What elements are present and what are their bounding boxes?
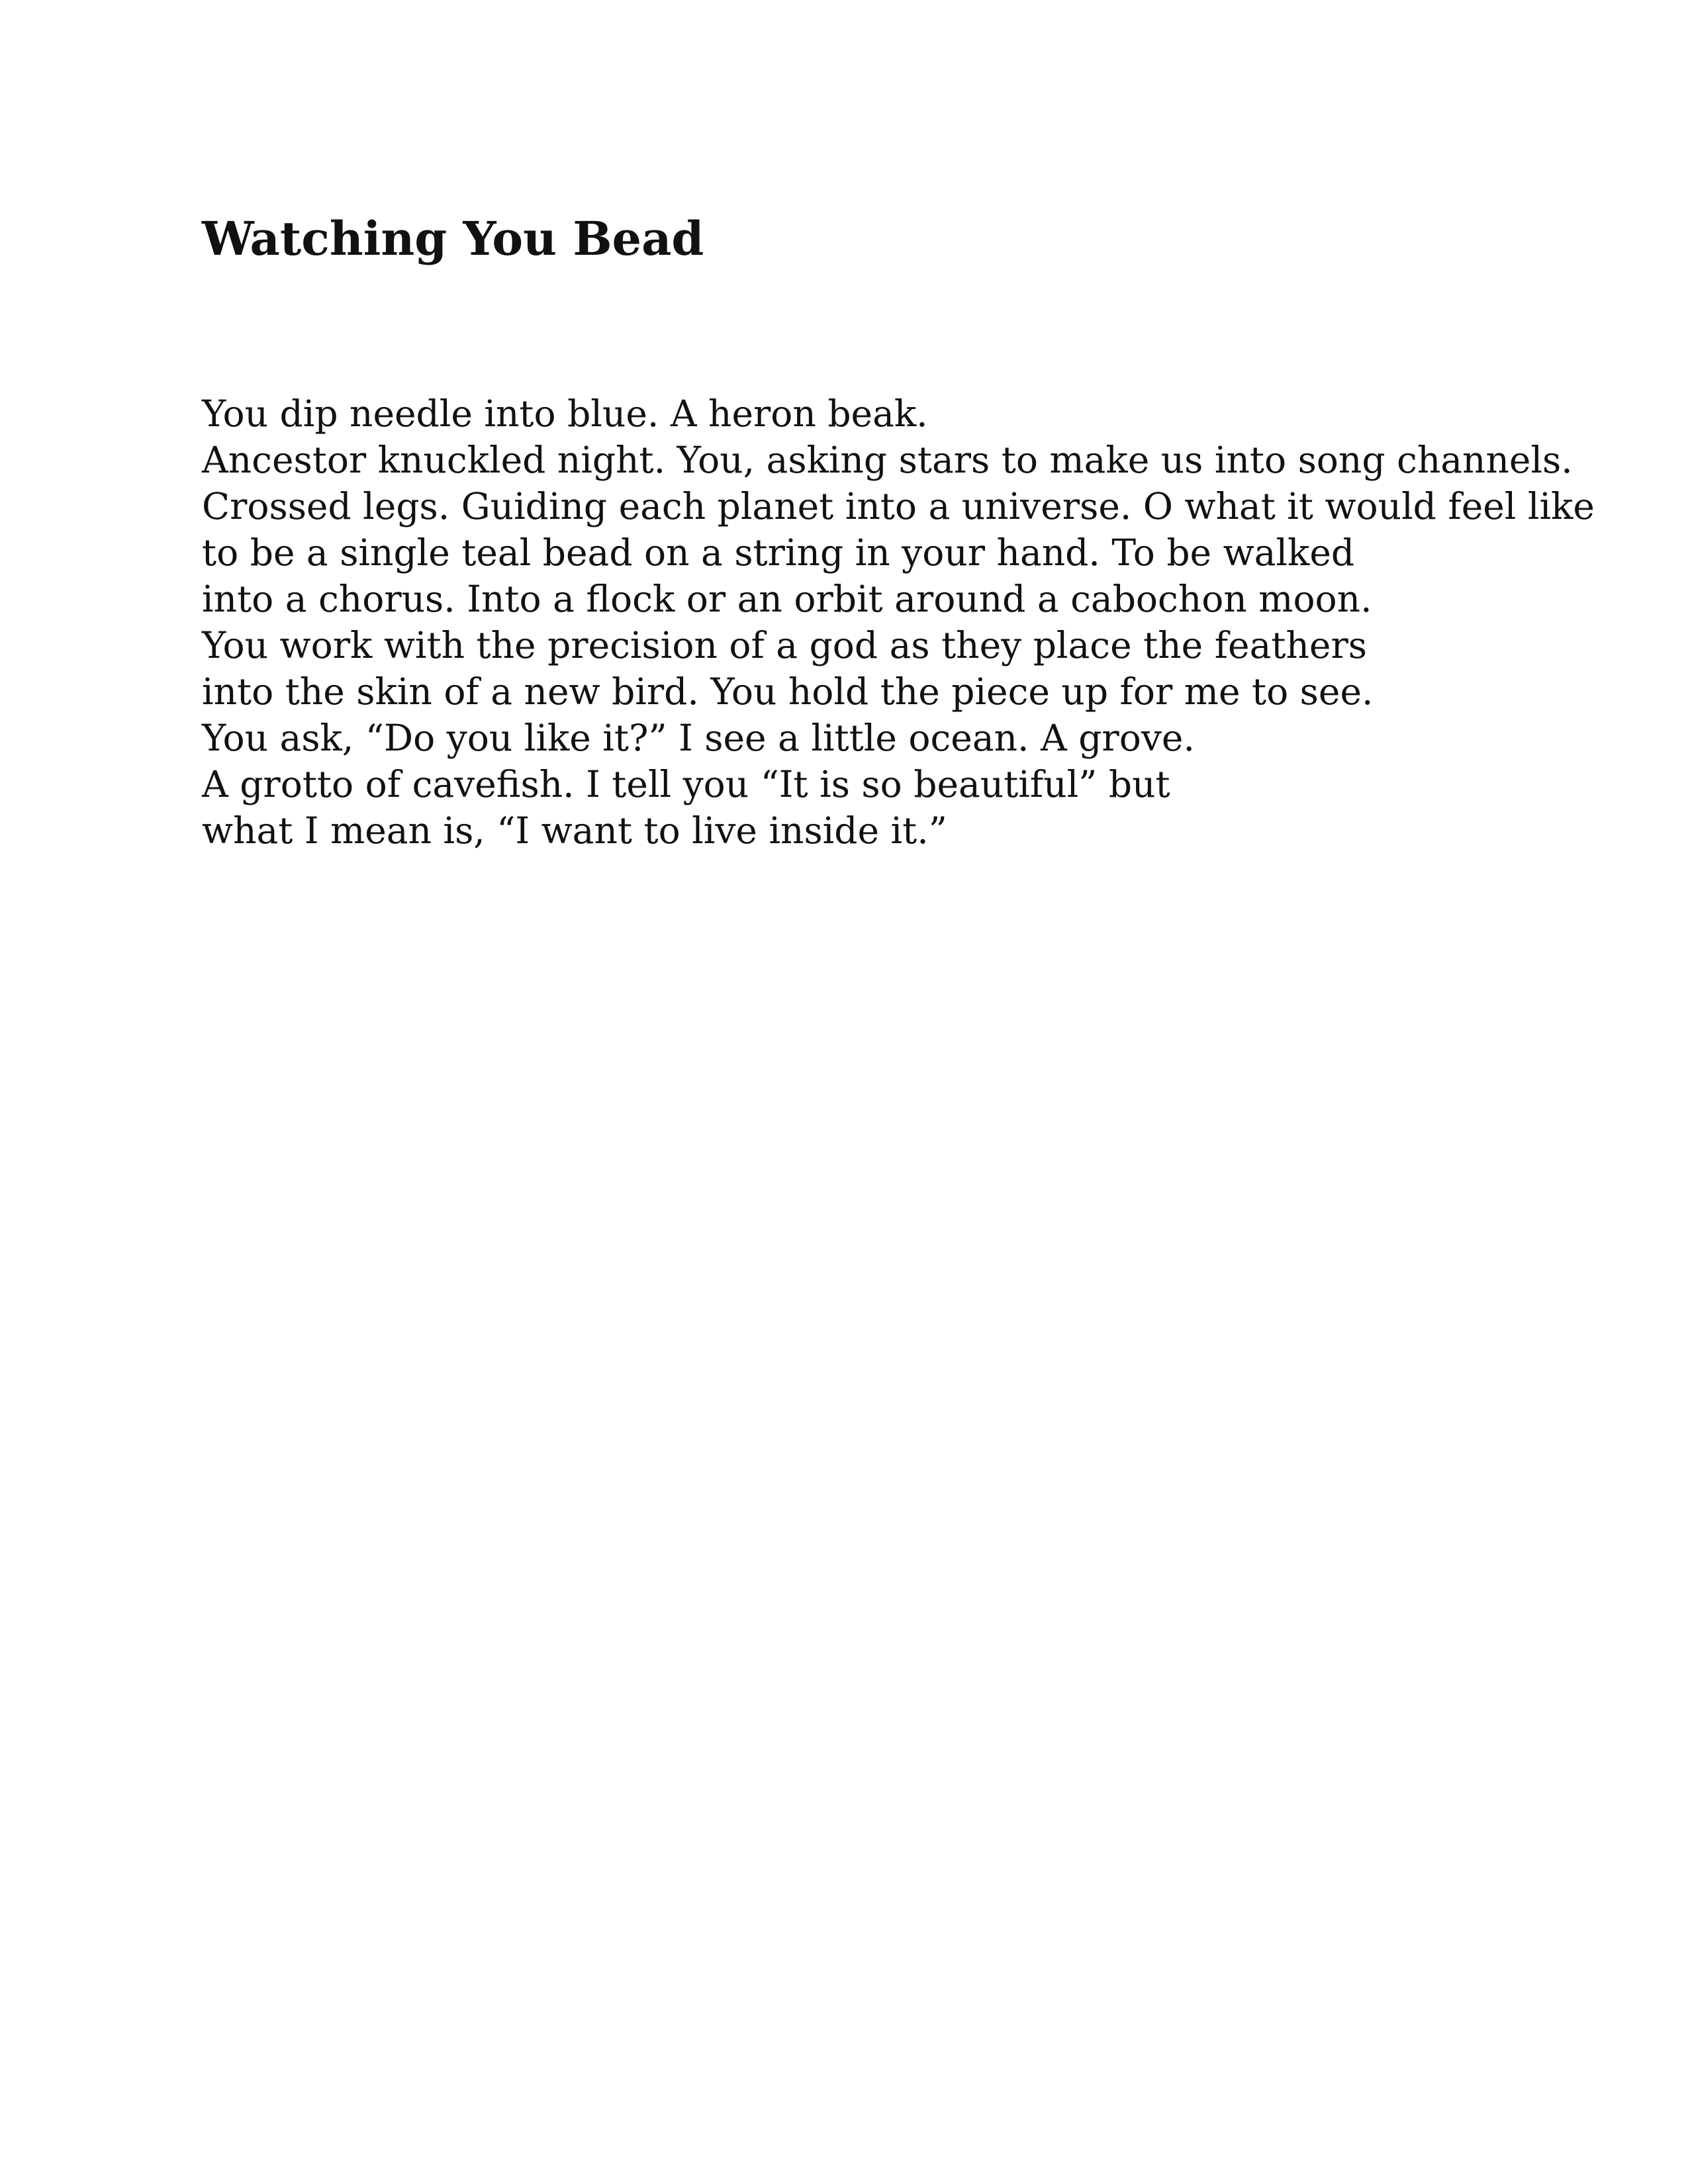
poem-line: into a chorus. Into a flock or an orbit around a cabochon moon. — [202, 578, 1372, 620]
poem-body — [202, 390, 1595, 854]
poem-line: You ask, “Do you like it?” I see a little ocean. A grove. — [202, 717, 1195, 759]
poem-line: A grotto of cavefish. I tell you “It is so beautiful” but — [202, 763, 1170, 805]
poem-line: You dip needle into blue. A heron beak. — [202, 392, 928, 435]
poem-title: Watching You Bead — [202, 211, 704, 266]
poem-line: You work with the precision of a god as they place the feathers — [202, 624, 1367, 666]
poem-line: to be a single teal bead on a string in your hand. To be walked — [202, 531, 1355, 574]
poem-line: Crossed legs. Guiding each planet into a universe. O what it would feel like — [202, 485, 1595, 527]
poem-line: into the skin of a new bird. You hold the piece up for me to see. — [202, 670, 1374, 713]
poem-line: Ancestor knuckled night. You, asking stars to make us into song channels. — [202, 439, 1573, 481]
poem-line: what I mean is, “I want to live inside it.” — [202, 809, 947, 852]
